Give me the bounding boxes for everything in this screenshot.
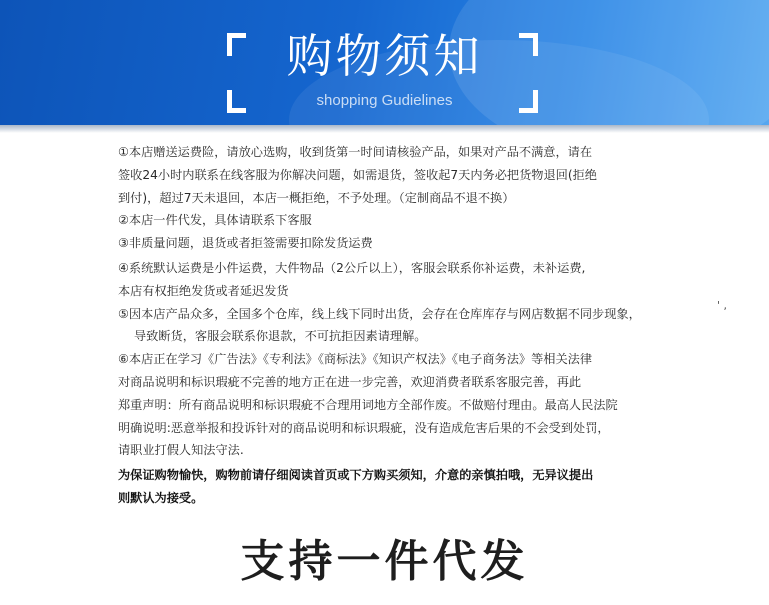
note-line: ⑥本店正在学习《广告法》《专利法》《商标法》《知识产权法》《电子商务法》等相关法律 xyxy=(118,352,593,367)
note-line: ③非质量问题，退货或者拒签需要扣除发货运费 xyxy=(118,236,373,251)
note-line: 签收24小时内联系在线客服为你解决问题，如需退货，签收起7天内务必把货物退回(拒绝 xyxy=(118,167,597,182)
note-line: ②本店一件代发，具体请联系下客服 xyxy=(118,213,312,228)
banner-subtitle: shopping Gudielines xyxy=(316,92,453,109)
banner-title: 购物须知 xyxy=(286,29,483,83)
banner-shadow xyxy=(0,125,769,133)
bold-note-line: 则默认为接受。 xyxy=(118,490,204,505)
header-banner xyxy=(0,0,769,125)
note-line: 本店有权拒绝发货或者延迟发货 xyxy=(118,283,289,298)
note-line: 郑重声明：所有商品说明和标识瑕疵不合理用词地方全部作废。不做赔付理由。最高人民法院 xyxy=(118,397,618,412)
shopping-notes xyxy=(118,141,708,510)
note-line: 明确说明:恶意举报和投诉针对的商品说明和标识瑕疵，没有造成危害后果的不会受到处罚， xyxy=(118,420,610,435)
stray-mark: ' , xyxy=(717,299,728,312)
bold-note-line: 为保证购物愉快，购物前请仔细阅读首页或下方购买须知，介意的亲慎拍哦，无异议提出 xyxy=(118,468,594,483)
note-line: 导致断货，客服会联系你退款，不可抗拒因素请理解。 xyxy=(134,329,427,344)
note-line: ④系统默认运费是小件运费，大件物品（2公斤以上），客服会联系你补运费，未补运费, xyxy=(118,260,586,275)
note-line: 对商品说明和标识瑕疵不完善的地方正在进一步完善，欢迎消费者联系客服完善，再此 xyxy=(118,374,582,389)
note-line: 请职业打假人知法守法. xyxy=(118,443,244,458)
footer-slogan: 支持一件代发 xyxy=(240,536,529,587)
note-line: ⑤因本店产品众多，全国多个仓库，线上线下同时出货，会存在仓库库存与网店数据不同步现象， xyxy=(118,306,641,321)
note-line: 到付)，超过7天未退回，本店一概拒绝，不予处理。（定制商品不退不换） xyxy=(118,190,515,205)
note-line: ①本店赠送运费险，请放心选购，收到货第一时间请核验产品，如果对产品不满意，请在 xyxy=(118,145,593,159)
